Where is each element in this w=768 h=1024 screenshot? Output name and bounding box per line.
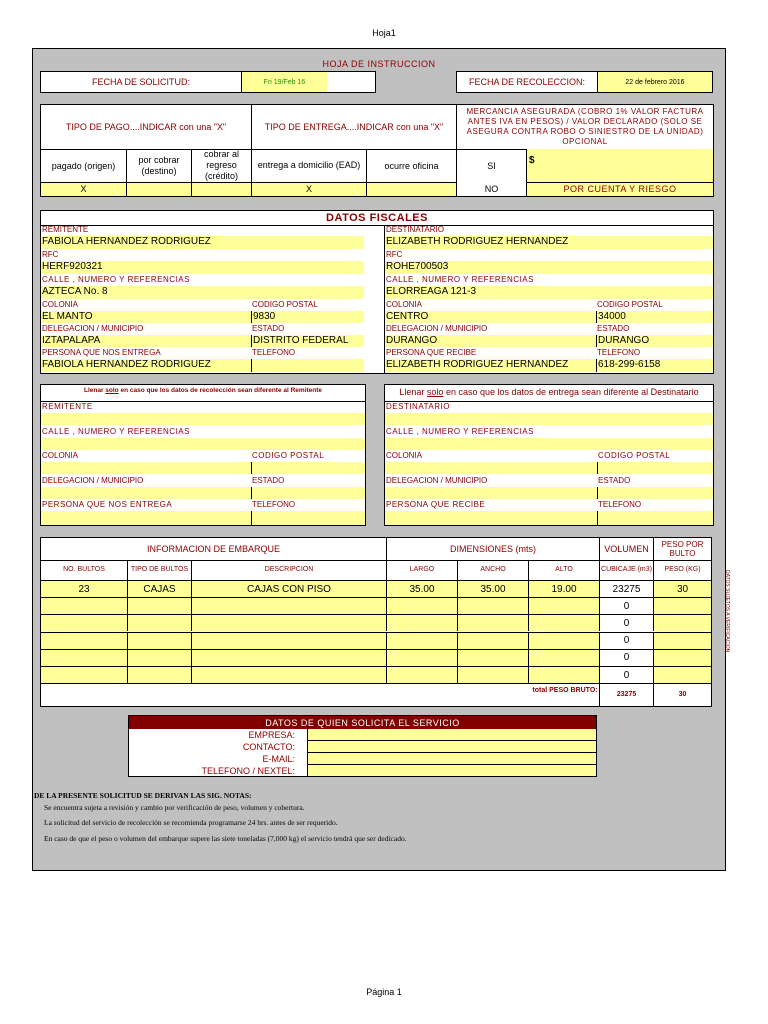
alt-remitente-label: REMITENTE: [42, 402, 93, 411]
embarque-cell[interactable]: [191, 666, 386, 683]
fecha-solicitud-box: [40, 71, 376, 93]
alt-colonia-d-label: COLONIA: [386, 451, 423, 460]
embarque-cell[interactable]: [457, 649, 528, 666]
embarque-cell[interactable]: 30: [653, 580, 711, 597]
col-header-6: CUBICAJE (m3): [599, 560, 653, 580]
email-label: E-MAIL:: [262, 754, 295, 764]
embarque-cell[interactable]: [41, 666, 127, 683]
alt-estado-d-field[interactable]: [597, 487, 713, 499]
telefono-destinatario-label: TELEFONO: [597, 348, 641, 357]
destinatario-column: [385, 225, 713, 373]
cp-remitente-label: CODIGO POSTAL: [252, 300, 318, 309]
telefono-nextel-label: TELEFONO / NEXTEL:: [201, 766, 295, 776]
deleg-remitente-field[interactable]: IZTAPALAPA: [41, 335, 251, 347]
alt-deleg-d-field[interactable]: [385, 487, 597, 499]
por-cobrar-mark[interactable]: [126, 182, 191, 196]
embarque-cell[interactable]: [528, 614, 599, 631]
recibe-destinatario-label: PERSONA QUE RECIBE: [386, 348, 477, 357]
embarque-cell[interactable]: [386, 632, 457, 649]
total-volumen: 23275: [599, 683, 653, 706]
embarque-cell[interactable]: 35.00: [457, 580, 528, 597]
pago-entrega-block: [40, 104, 714, 197]
alt-cp-label: CODIGO POSTAL: [252, 451, 325, 460]
embarque-cell[interactable]: [386, 614, 457, 631]
col-header-3: LARGO: [386, 560, 457, 580]
deleg-destinatario-label: DELEGACION / MUNICIPIO: [386, 324, 488, 333]
embarque-cell[interactable]: 0: [599, 632, 653, 649]
no-label: NO: [456, 182, 526, 196]
alt-destinatario-field[interactable]: [385, 413, 713, 425]
embarque-cell[interactable]: CAJAS: [127, 580, 191, 597]
alt-remitente-field[interactable]: [41, 413, 365, 425]
estado-remitente-label: ESTADO: [252, 324, 285, 333]
cobrar-regreso-mark[interactable]: [191, 182, 251, 196]
embarque-cell[interactable]: [191, 649, 386, 666]
entrega-remitente-label: PERSONA QUE NOS ENTREGA: [42, 348, 161, 357]
embarque-cell[interactable]: [386, 649, 457, 666]
page-footer: Página 1: [366, 987, 402, 997]
rfc-destinatario-label: RFC: [386, 250, 403, 259]
embarque-cell[interactable]: [191, 597, 386, 614]
destinatario-field[interactable]: ELIZABETH RODRIGUEZ HERNANDEZ: [385, 236, 713, 249]
alt-recibe-label: PERSONA QUE RECIBE: [386, 500, 486, 509]
alt-estado-label: ESTADO: [252, 476, 285, 485]
por-cobrar-option[interactable]: por cobrar (destino): [126, 149, 191, 182]
alt-destinatario-label: DESTINATARIO: [386, 402, 450, 411]
embarque-cell[interactable]: [653, 666, 711, 683]
estado-destinatario-label: ESTADO: [597, 324, 630, 333]
embarque-cell[interactable]: [191, 632, 386, 649]
datos-fiscales-title: DATOS FISCALES: [326, 212, 428, 224]
nota-1: Se encuentra sujeta a revisión y cambio por verificación de peso, volumen y cobertura.: [44, 803, 305, 812]
embarque-cell[interactable]: [127, 597, 191, 614]
alt-remitente-note: Llenar solo en caso que los datos de recolección sean diferente al Remitente: [83, 387, 323, 394]
col-header-7: PESO (KG): [653, 560, 711, 580]
alt-colonia-field[interactable]: [41, 462, 251, 474]
rfc-remitente-field[interactable]: HERF920321: [41, 261, 364, 274]
embarque-cell[interactable]: 19.00: [528, 580, 599, 597]
form-title: HOJA DE INSTRUCCION: [322, 59, 436, 69]
alt-telefono-d-field[interactable]: [597, 511, 713, 525]
alt-deleg-label: DELEGACION / MUNICIPIO: [42, 476, 144, 485]
ocurre-mark[interactable]: [366, 182, 456, 196]
entrega-domicilio-option[interactable]: entrega a domicilio (EAD): [251, 149, 366, 182]
embarque-cell[interactable]: [127, 649, 191, 666]
fecha-recoleccion-box: [456, 71, 713, 93]
alt-colonia-label: COLONIA: [42, 451, 79, 460]
alt-recibe-field[interactable]: [385, 511, 597, 525]
si-label: SI: [456, 149, 526, 182]
embarque-cell[interactable]: [653, 649, 711, 666]
peso-bulto-label: PESO POR BULTO: [653, 538, 711, 560]
calle-remitente-field[interactable]: AZTECA No. 8: [41, 286, 364, 299]
alt-destinatario-block: [384, 384, 714, 526]
embarque-cell[interactable]: [528, 666, 599, 683]
alt-cp-d-label: CODIGO POSTAL: [598, 451, 671, 460]
alt-entrega-label: PERSONA QUE NOS ENTREGA: [42, 500, 173, 509]
contacto-label: CONTACTO:: [242, 742, 295, 752]
cp-remitente-field[interactable]: 9830: [251, 311, 364, 323]
alt-cp-d-field[interactable]: [597, 462, 713, 474]
fecha-recoleccion-label: FECHA DE RECOLECCION:: [468, 77, 586, 87]
colonia-destinatario-field[interactable]: CENTRO: [385, 311, 596, 323]
embarque-cell[interactable]: [41, 632, 127, 649]
col-header-5: ALTO: [528, 560, 599, 580]
contacto-field[interactable]: [307, 741, 596, 753]
calle-remitente-label: CALLE , NUMERO Y REFERENCIAS: [42, 275, 190, 284]
embarque-cell[interactable]: [386, 597, 457, 614]
embarque-cell[interactable]: 23275: [599, 580, 653, 597]
estado-remitente-field[interactable]: DISTRITO FEDERAL: [251, 335, 364, 347]
embarque-cell[interactable]: [41, 614, 127, 631]
embarque-cell[interactable]: [41, 597, 127, 614]
alt-estado-field[interactable]: [251, 487, 365, 499]
col-header-4: ANCHO: [457, 560, 528, 580]
remitente-field[interactable]: FABIOLA HERNANDEZ RODRIGUEZ: [41, 236, 364, 249]
embarque-cell[interactable]: 23: [41, 580, 127, 597]
info-embarque-label: INFORMACION DE EMBARQUE: [146, 544, 280, 554]
entrega-domicilio-mark[interactable]: X: [251, 182, 366, 196]
empresa-field[interactable]: [307, 729, 596, 741]
total-peso: 30: [653, 683, 711, 706]
tipo-entrega-label: TIPO DE ENTREGA....INDICAR con una "X": [251, 105, 456, 149]
alt-entrega-field[interactable]: [41, 511, 251, 525]
telefono-remitente-field[interactable]: [251, 359, 364, 372]
cp-destinatario-field[interactable]: 34000: [596, 311, 713, 323]
embarque-cell[interactable]: CAJAS CON PISO: [191, 580, 386, 597]
alt-remitente-block: [40, 384, 366, 526]
alt-telefono-label: TELEFONO: [252, 500, 296, 509]
embarque-cell[interactable]: 0: [599, 597, 653, 614]
embarque-cell[interactable]: [528, 649, 599, 666]
email-field[interactable]: [307, 753, 596, 765]
col-header-0: NO. BULTOS: [63, 566, 105, 573]
mercancia-label: MERCANCIA ASEGURADA (COBRO 1% VALOR FACTURA ANTES IVA EN PESOS) / VALOR DECLARADO (SOLO SE ASEGURA CONTRA ROBO O SINIESTRO DE LA UNIDAD) OPCIONAL: [456, 105, 713, 149]
alt-calle-d-field[interactable]: [385, 438, 713, 450]
embarque-cell[interactable]: [528, 597, 599, 614]
por-cuenta-riesgo: POR CUENTA Y RIESGO: [526, 182, 713, 196]
col-header-1: TIPO DE BULTOS: [127, 560, 191, 580]
colonia-remitente-field[interactable]: EL MANTO: [41, 311, 251, 323]
embarque-cell[interactable]: [41, 649, 127, 666]
deleg-remitente-label: DELEGACION / MUNICIPIO: [42, 324, 144, 333]
embarque-cell[interactable]: [191, 614, 386, 631]
calle-destinatario-label: CALLE , NUMERO Y REFERENCIAS: [386, 275, 534, 284]
fecha-recoleccion-field[interactable]: 22 de febrero 2016: [597, 72, 712, 92]
embarque-cell[interactable]: 35.00: [386, 580, 457, 597]
embarque-cell[interactable]: [127, 614, 191, 631]
alt-telefono-d-label: TELEFONO: [598, 500, 642, 509]
colonia-destinatario-label: COLONIA: [386, 300, 423, 309]
volumen-label: VOLUMEN: [599, 538, 653, 560]
sheet-title: Hoja1: [372, 28, 396, 38]
embarque-cell[interactable]: [457, 666, 528, 683]
embarque-cell[interactable]: [127, 666, 191, 683]
calle-destinatario-field[interactable]: ELORREAGA 121-3: [385, 286, 713, 299]
telefono-remitente-label: TELEFONO: [252, 348, 296, 357]
embarque-cell[interactable]: [457, 614, 528, 631]
ocurre-option[interactable]: ocurre oficina: [366, 149, 456, 182]
tipo-pago-label: TIPO DE PAGO....INDICAR con una "X": [65, 122, 227, 132]
total-peso-label: total PESO BRUTO:: [532, 687, 598, 694]
cp-destinatario-label: CODIGO POSTAL: [597, 300, 663, 309]
entrega-remitente-field[interactable]: FABIOLA HERNANDEZ RODRIGUEZ: [41, 359, 251, 372]
colonia-remitente-label: COLONIA: [42, 300, 79, 309]
destinatario-label: DESTINATARIO: [386, 225, 444, 234]
remitente-label: REMITENTE: [42, 225, 89, 234]
embarque-cell[interactable]: 0: [599, 649, 653, 666]
embarque-cell[interactable]: 0: [599, 666, 653, 683]
recibe-destinatario-field[interactable]: ELIZABETH RODRIGUEZ HERNANDEZ: [385, 359, 596, 372]
alt-estado-d-label: ESTADO: [598, 476, 631, 485]
embarque-cell[interactable]: [457, 632, 528, 649]
alt-cp-field[interactable]: [251, 462, 365, 474]
alt-colonia-d-field[interactable]: [385, 462, 597, 474]
solicita-title: DATOS DE QUIEN SOLICITA EL SERVICIO: [129, 716, 596, 729]
alt-telefono-field[interactable]: [251, 511, 365, 525]
dimensiones-label: DIMENSIONES (mts): [386, 538, 599, 560]
alt-calle-label: CALLE , NUMERO Y REFERENCIAS: [42, 427, 190, 436]
estado-destinatario-field[interactable]: DURANGO: [596, 335, 713, 347]
empresa-label: EMPRESA:: [248, 730, 295, 740]
embarque-cell[interactable]: [127, 632, 191, 649]
embarque-table: [40, 537, 712, 707]
nota-2: La solicitud del servicio de recolección se recomienda programarse 24 hrs. antes de ser requerido.: [44, 818, 338, 827]
fecha-solicitud-field[interactable]: Fri 19/Feb 16: [241, 72, 327, 92]
notas-title: DE LA PRESENTE SOLICITUD SE DERIVAN LAS SIG. NOTAS:: [34, 791, 252, 800]
embarque-cell[interactable]: [386, 666, 457, 683]
col-header-2: DESCRIPCION: [191, 560, 386, 580]
remitente-column: [41, 225, 364, 373]
alt-calle-field[interactable]: [41, 438, 365, 450]
pagado-option[interactable]: pagado (origen): [51, 160, 116, 171]
rfc-destinatario-field[interactable]: ROHE700503: [385, 261, 713, 274]
valor-declarado-field[interactable]: $: [526, 149, 713, 182]
nota-3: En caso de que el peso o volumen del embarque supere las siete toneladas (7,000 kg) el servicio tendrá que ser dedicado.: [44, 834, 407, 843]
fecha-solicitud-label: FECHA DE SOLICITUD:: [91, 77, 190, 87]
embarque-cell[interactable]: [653, 597, 711, 614]
telefono-destinatario-field[interactable]: 618-299-6158: [596, 359, 713, 372]
alt-deleg-field[interactable]: [41, 487, 251, 499]
alt-deleg-d-label: DELEGACION / MUNICIPIO: [386, 476, 488, 485]
rfc-remitente-label: RFC: [42, 250, 59, 259]
alt-destinatario-note: Llenar solo en caso que los datos de entrega sean diferente al Destinatario: [399, 387, 699, 397]
embarque-cell[interactable]: 0: [599, 614, 653, 631]
embarque-cell[interactable]: [457, 597, 528, 614]
cobrar-regreso-option[interactable]: cobrar al regreso (crédito): [191, 149, 251, 182]
deleg-destinatario-field[interactable]: DURANGO: [385, 335, 596, 347]
embarque-cell[interactable]: [528, 632, 599, 649]
embarque-cell[interactable]: [653, 614, 711, 631]
pagado-mark[interactable]: X: [80, 184, 87, 194]
verificacion-side-note: DATOS SUJETOS A VERIFICACION: [724, 570, 730, 653]
alt-calle-d-label: CALLE , NUMERO Y REFERENCIAS: [386, 427, 534, 436]
embarque-cell[interactable]: [653, 632, 711, 649]
solicita-block: [128, 715, 597, 777]
telefono-nextel-field[interactable]: [307, 765, 596, 776]
